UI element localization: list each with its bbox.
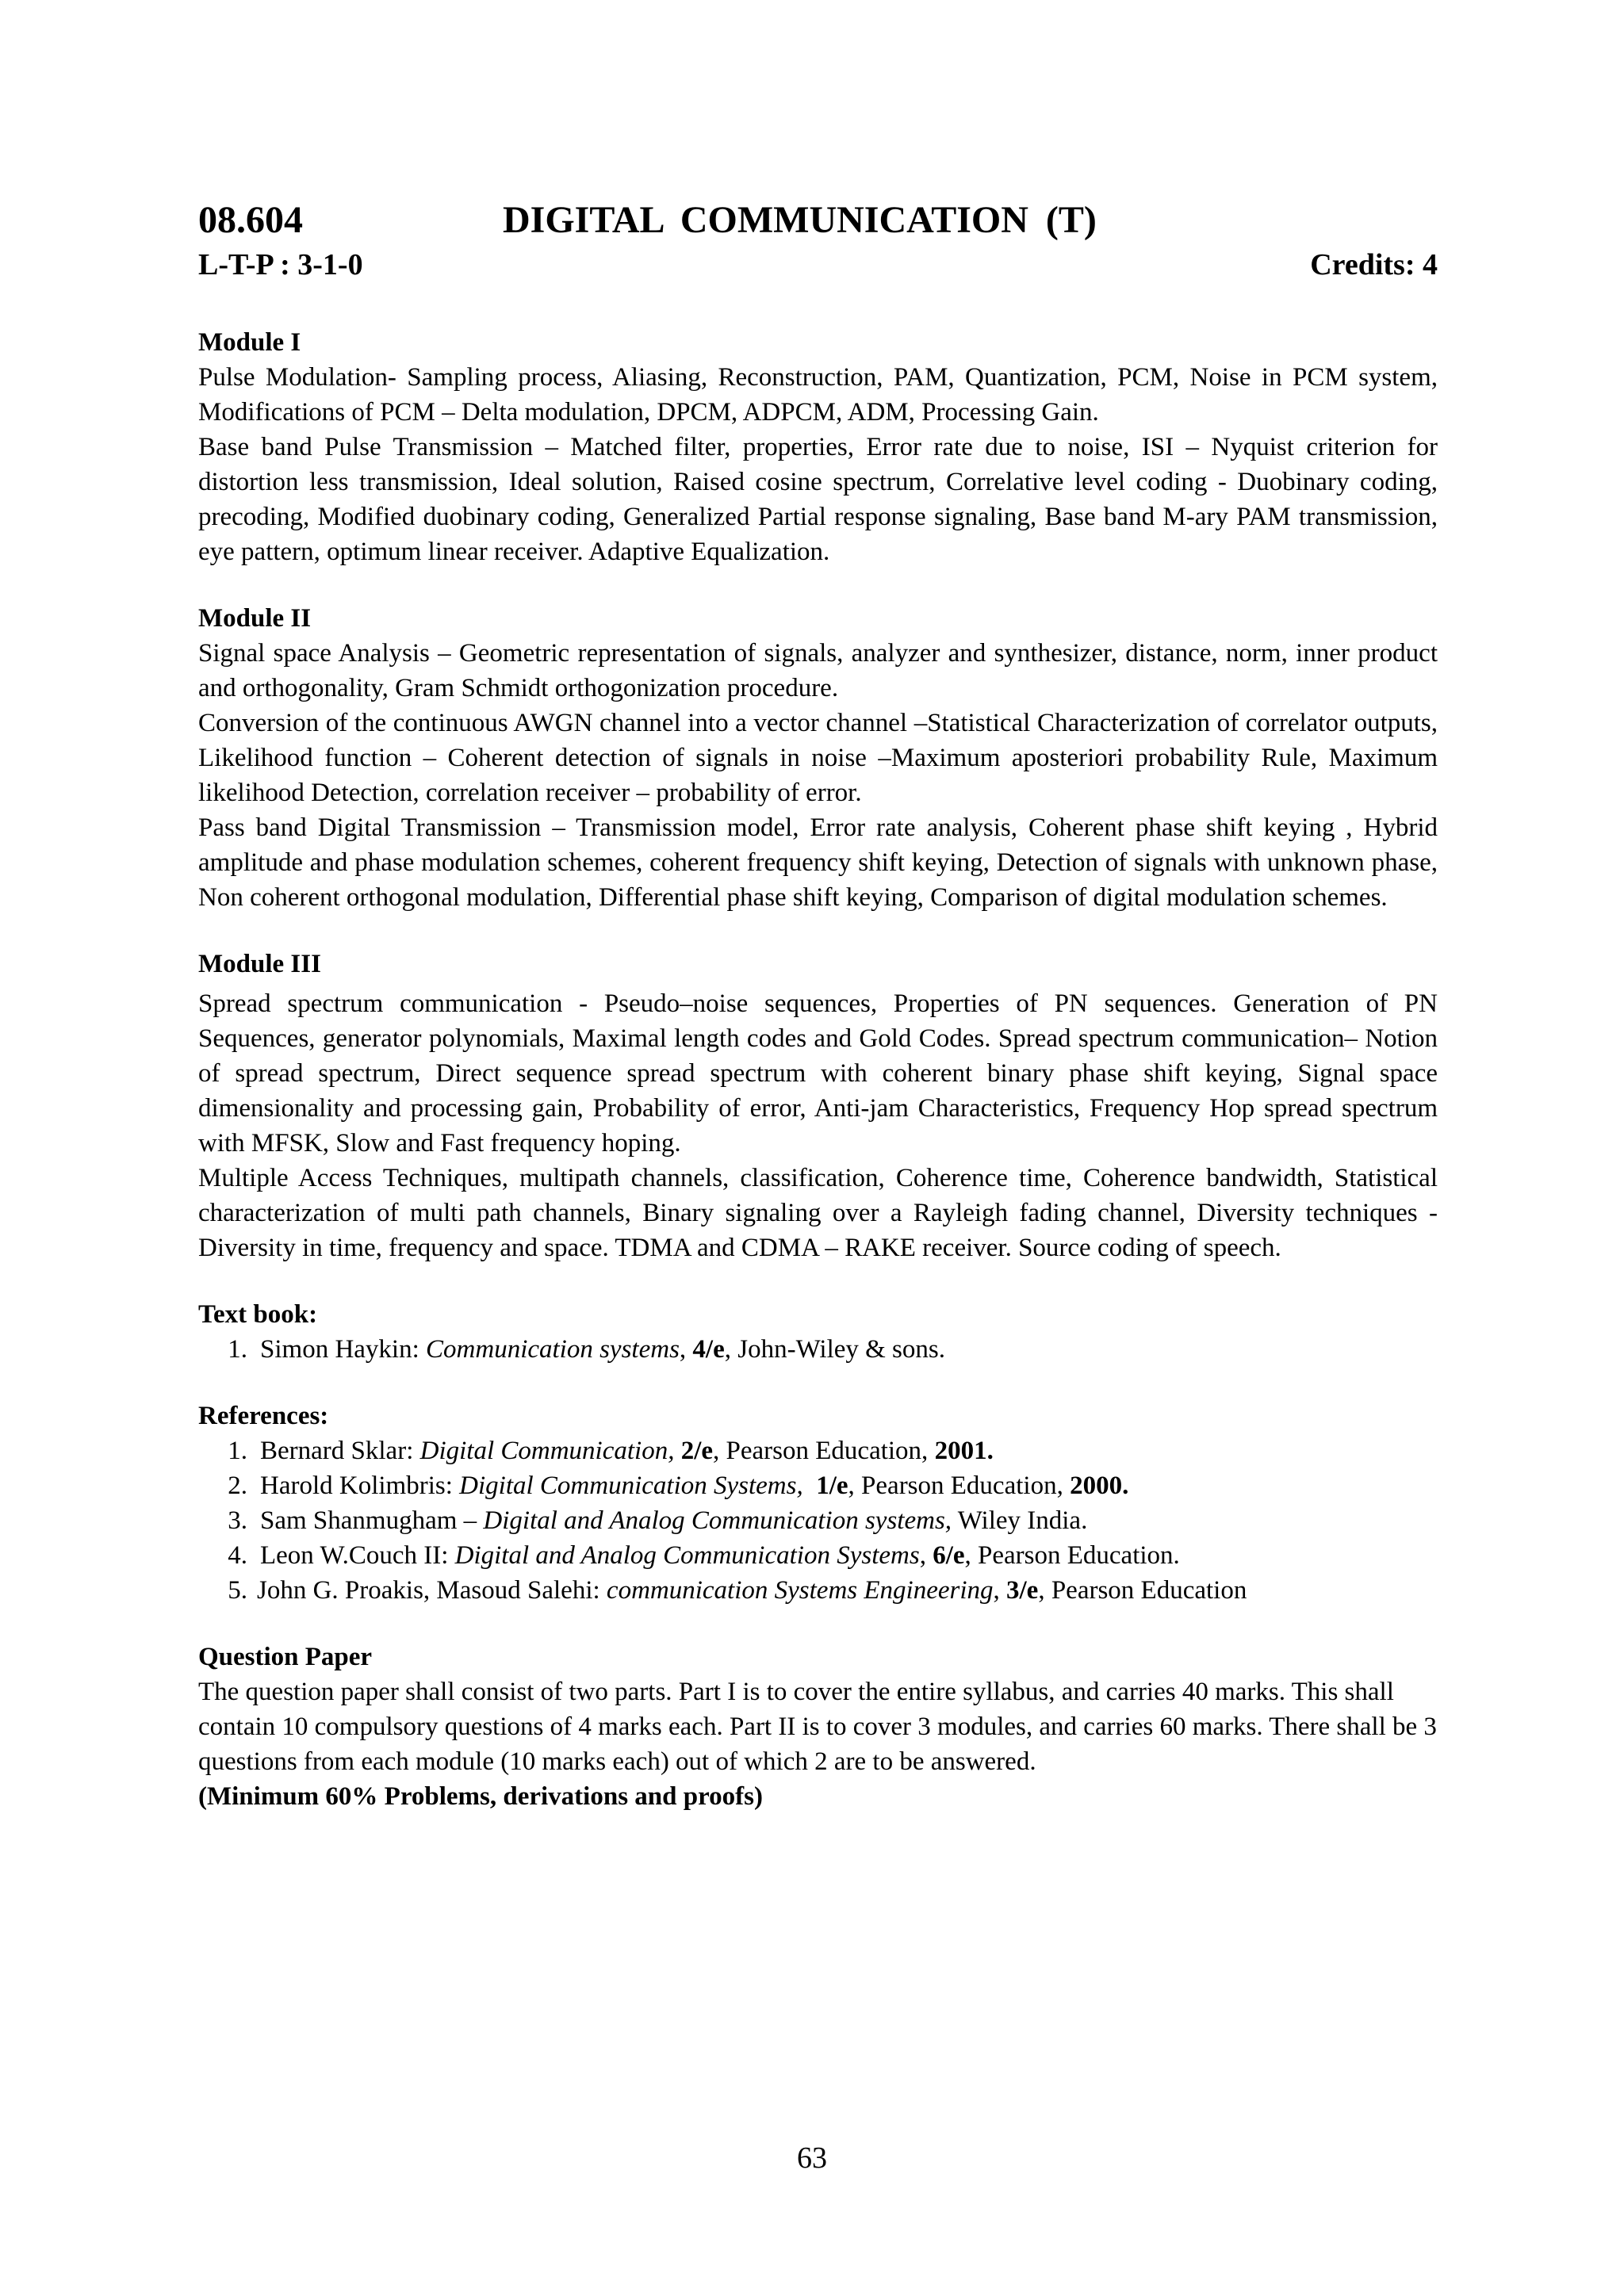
book-author: Simon Haykin: [260,1335,427,1364]
textbook-section [198,1297,1438,1367]
list-text [247,1538,1180,1573]
book-edition: 3/e [1006,1576,1039,1605]
book-author: John G. Proakis, Masoud Salehi: [257,1576,607,1605]
module-paragraph: Pass band Digital Transmission – Transmission model, Error rate analysis, Coherent phase shift keying , Hybrid amplitude and phase modulation schemes, coherent frequency shift keying, Detection of signals with unknown phase, Non coherent orthogonal modulation, Differential phase shift keying, Comparison of digital modulation schemes. [198,813,1438,912]
list-item [198,1433,1438,1468]
separator: , [993,1576,1006,1605]
list-item [198,1538,1438,1573]
module-2 [198,601,1438,915]
credits-label: Credits: 4 [1310,248,1438,281]
book-publisher: Wiley India. [952,1506,1088,1535]
list-item [198,1573,1438,1608]
book-edition: 1/e [816,1471,848,1500]
book-edition: 6/e [933,1541,965,1570]
book-author: Bernard Sklar: [260,1437,420,1465]
list-number: 2. [228,1471,247,1500]
textbook-list [198,1332,1438,1367]
question-paper-heading: Question Paper [198,1643,373,1671]
book-year: 2001. [934,1437,994,1465]
module-paragraph: Signal space Analysis – Geometric representation of signals, analyzer and synthesizer, distance, norm, inner product and orthogonality, Gram Schmidt orthogonization procedure. [198,639,1438,702]
question-paper-section [198,1640,1438,1814]
list-item [198,1468,1438,1503]
page-number: 63 [797,2141,827,2175]
module-paragraph: Multiple Access Techniques, multipath channels, classification, Coherence time, Coherence bandwidth, Statistical characterization of multi path channels, Binary signaling over a Rayleigh fading channel, Diversity techniques - Diversity in time, frequency and space. TDMA and CDMA – RAKE receiver. Source coding of speech. [198,1164,1438,1262]
module-paragraph: Conversion of the continuous AWGN channel into a vector channel –Statistical Characterization of correlator outputs, Likelihood function – Coherent detection of signals in noise –Maximum aposteriori probability Rule, Maximum likelihood Detection, correlation receiver – probability of error. [198,709,1438,807]
book-year: 2000. [1070,1471,1129,1500]
module-paragraph: Pulse Modulation- Sampling process, Aliasing, Reconstruction, PAM, Quantization, PCM, Noise in PCM system, Modifications of PCM – Delta modulation, DPCM, ADPCM, ADM, Processing Gain. [198,363,1438,427]
list-number: 4. [228,1541,247,1570]
separator [803,1471,817,1500]
book-title: Digital Communication, [419,1437,675,1465]
syllabus-page [198,197,1438,1814]
course-title: DIGITAL COMMUNICATION (T) [503,199,1097,241]
separator: , [679,1335,693,1364]
question-paper-note: (Minimum 60% Problems, derivations and proofs) [198,1782,763,1811]
ltp-credits-row [198,244,1438,285]
module-paragraph: Base band Pulse Transmission – Matched filter, properties, Error rate due to noise, ISI – Nyquist criterion for distortion less transmission, Ideal solution, Raised cosine spectrum, Correlative level coding - Duobinary coding, precoding, Modified duobinary coding, Generalized Partial response signaling, Base band M-ary PAM transmission, eye pattern, optimum linear receiver. Adaptive Equalization. [198,433,1438,566]
book-title: Digital and Analog Communication Systems [454,1541,920,1570]
module-heading: Module I [198,328,301,357]
book-publisher: , John-Wiley & sons. [724,1335,945,1364]
list-number: 1. [228,1437,247,1465]
course-title-row [198,197,1438,244]
module-heading: Module II [198,604,312,633]
textbook-heading: Text book: [198,1300,318,1329]
book-author: Leon W.Couch II: [260,1541,455,1570]
book-edition: 2/e [680,1437,714,1465]
book-edition: 4/e [692,1335,725,1364]
list-text [247,1573,1247,1608]
book-title: Communication systems [426,1335,680,1364]
list-text [247,1503,1087,1538]
book-publisher: , Pearson Education. [964,1541,1180,1570]
separator: , [919,1541,933,1570]
list-number: 1. [228,1335,247,1364]
book-publisher: , Pearson Education, [848,1471,1071,1500]
list-text [247,1433,994,1468]
book-author: Sam Shanmugham – [260,1506,484,1535]
separator [674,1437,680,1465]
module-paragraph: Spread spectrum communication - Pseudo–noise sequences, Properties of PN sequences. Generation of PN Sequences, generator polynomials, Maximal length codes and Gold Codes. Spread spectrum communication– Notion of spread spectrum, Direct sequence spread spectrum with coherent binary phase shift keying, Signal space dimensionality and processing gain, Probability of error, Anti-jam Characteristics, Frequency Hop spread spectrum with MFSK, Slow and Fast frequency hoping. [198,989,1438,1158]
module-heading: Module III [198,950,321,978]
list-item [198,1503,1438,1538]
list-number: 5. [228,1576,247,1605]
course-code: 08.604 [198,199,303,241]
list-text [247,1468,1128,1503]
references-list [198,1433,1438,1608]
book-publisher: , Pearson Education, [713,1437,935,1465]
book-author: Harold Kolimbris: [260,1471,460,1500]
references-section [198,1399,1438,1608]
module-1 [198,325,1438,569]
book-publisher: , Pearson Education [1038,1576,1247,1605]
module-3 [198,947,1438,1265]
book-title: Digital Communication Systems, [459,1471,803,1500]
book-title: Digital and Analog Communication systems, [483,1506,952,1535]
list-text [247,1332,945,1367]
ltp-label: L-T-P : 3-1-0 [198,248,363,281]
list-item [198,1332,1438,1367]
book-title: communication Systems Engineering [606,1576,994,1605]
list-number: 3. [228,1506,247,1535]
references-heading: References: [198,1402,329,1430]
question-paper-text: The question paper shall consist of two parts. Part I is to cover the entire syllabus, and carries 40 marks. This shall contain 10 compulsory questions of 4 marks each. Part II is to cover 3 modules, and carries 60 marks. There shall be 3 questions from each module (10 marks each) out of which 2 are to be answered. [198,1678,1437,1776]
